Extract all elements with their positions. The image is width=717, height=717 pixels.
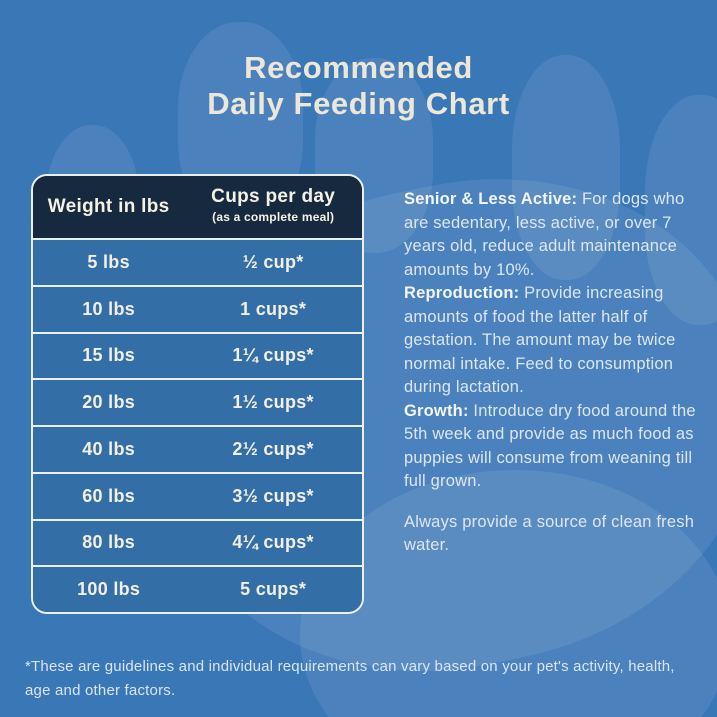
weight-cell: 40 lbs xyxy=(82,438,136,459)
note-paragraph xyxy=(404,400,696,494)
water-note: Always provide a source of clean fresh water. xyxy=(404,512,695,554)
cups-cell: 3½ cups* xyxy=(232,485,314,506)
table-row xyxy=(33,238,362,285)
cups-cell: 1¼ cups* xyxy=(232,345,314,366)
note-text: For dogs who are sedentary, less active, or over 7 years old, reduce adult maintenance amounts by 10%. xyxy=(404,190,685,279)
weight-cell: 10 lbs xyxy=(82,298,136,319)
table-row xyxy=(33,472,362,519)
note-paragraph xyxy=(404,282,696,400)
feeding-table-header xyxy=(33,176,362,238)
footnote: *These are guidelines and individual requirements can vary based on your pet's activity, health, age and other factors. xyxy=(25,658,675,699)
page-title-line1: Recommended xyxy=(244,50,473,85)
cups-cell: 5 cups* xyxy=(240,579,307,600)
cups-cell: 1 cups* xyxy=(240,298,307,319)
feeding-table-rows xyxy=(33,238,362,612)
note-label: Growth: xyxy=(404,401,469,420)
cups-cell: ½ cup* xyxy=(242,251,304,272)
table-row xyxy=(33,519,362,566)
table-row xyxy=(33,565,362,612)
page-title xyxy=(0,50,717,122)
weight-cell: 20 lbs xyxy=(82,392,136,413)
note-paragraph xyxy=(404,188,696,282)
note-label: Reproduction: xyxy=(404,284,520,302)
weight-cell: 15 lbs xyxy=(82,345,136,366)
cups-cell: 1½ cups* xyxy=(232,392,314,413)
notes-block xyxy=(404,188,696,558)
table-row xyxy=(33,378,362,425)
weight-cell: 80 lbs xyxy=(82,532,136,553)
page-title-line2: Daily Feeding Chart xyxy=(207,86,510,121)
cups-column-header-subtext: (as a complete meal) xyxy=(212,210,335,224)
note-text: Introduce dry food around the 5th week and provide as much food as puppies will consume from weaning till full grown. xyxy=(404,401,696,490)
weight-cell: 60 lbs xyxy=(82,485,136,506)
cups-cell: 2½ cups* xyxy=(232,438,314,459)
note-label: Senior & Less Active: xyxy=(404,190,578,208)
cups-cell: 4¼ cups* xyxy=(232,532,314,553)
cups-column-header xyxy=(184,187,362,227)
cups-column-header-label: Cups per day xyxy=(211,186,336,207)
weight-cell: 5 lbs xyxy=(87,251,130,272)
table-row xyxy=(33,285,362,332)
table-row xyxy=(33,332,362,379)
table-row xyxy=(33,425,362,472)
note-text: Provide increasing amounts of food the latter half of gestation. The amount may be twice normal intake. Feed to consumption during lactation. xyxy=(404,284,676,396)
weight-column-header: Weight in lbs xyxy=(47,196,170,217)
weight-cell: 100 lbs xyxy=(77,579,141,600)
feeding-table xyxy=(31,174,364,614)
